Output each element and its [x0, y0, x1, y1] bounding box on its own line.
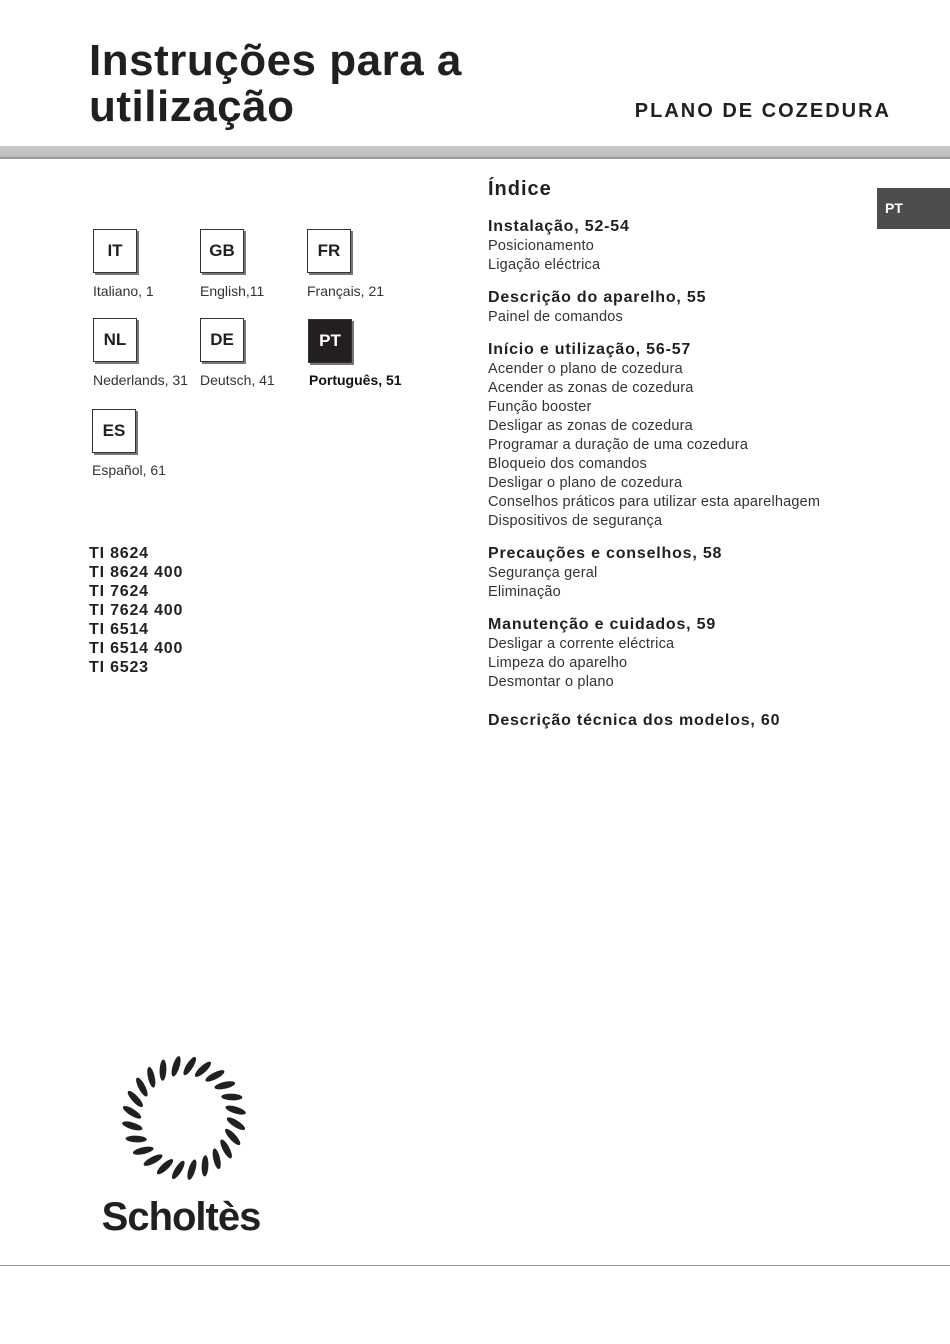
lang-label-nl: Nederlands, 31 — [93, 372, 188, 388]
footer-divider — [0, 1265, 950, 1266]
lang-box-de: DE — [200, 318, 244, 362]
toc-section-title: Manutenção e cuidados, 59 — [488, 616, 717, 633]
toc-section-installation — [488, 217, 888, 275]
toc-section-title: Início e utilização, 56-57 — [488, 341, 692, 358]
toc-item: Conselhos práticos para utilizar esta aparelhagem — [488, 494, 821, 510]
document-title — [89, 38, 462, 130]
model-item: TI 7624 — [89, 583, 149, 600]
sun-ray — [134, 1075, 149, 1099]
toc-section-start-use — [488, 340, 888, 531]
sun-ray — [170, 1056, 183, 1077]
toc-item: Desligar o plano de cozedura — [488, 475, 683, 491]
lang-label-pt: Português, 51 — [309, 372, 402, 388]
toc-section-technical — [488, 711, 888, 731]
lang-label-de: Deutsch, 41 — [200, 372, 275, 388]
model-item: TI 6523 — [89, 659, 149, 676]
toc-item: Limpeza do aparelho — [488, 655, 628, 671]
toc-item: Posicionamento — [488, 238, 594, 254]
toc-section-precautions — [488, 544, 888, 602]
lang-box-it: IT — [93, 229, 137, 273]
sun-ray — [125, 1136, 148, 1143]
toc-item: Desmontar o plano — [488, 674, 614, 690]
brand-logo — [89, 1050, 273, 1240]
toc-item: Dispositivos de segurança — [488, 513, 663, 529]
brand-name: Scholtès — [101, 1195, 261, 1239]
model-item: TI 6514 400 — [89, 640, 184, 657]
toc-item: Desligar as zonas de cozedura — [488, 418, 693, 434]
lang-box-gb: GB — [200, 229, 244, 273]
sun-ray — [122, 1120, 143, 1133]
sun-ray — [141, 1152, 165, 1167]
sun-ray — [225, 1104, 246, 1117]
lang-box-pt: PT — [308, 319, 352, 363]
lang-label-es: Español, 61 — [92, 462, 166, 478]
toc-item: Eliminação — [488, 584, 561, 600]
sun-ray — [186, 1159, 199, 1180]
toc-item: Acender as zonas de cozedura — [488, 380, 694, 396]
sun-ray — [211, 1147, 222, 1171]
lang-box-nl: NL — [93, 318, 137, 362]
title-line-1: Instruções para a — [89, 36, 462, 85]
lang-label-fr: Français, 21 — [307, 283, 385, 299]
model-list — [89, 544, 183, 677]
sun-ray — [202, 1154, 209, 1177]
sun-ray — [220, 1094, 243, 1101]
toc-item: Bloqueio dos comandos — [488, 456, 647, 472]
model-item: TI 7624 400 — [89, 602, 184, 619]
lang-label-it: Italiano, 1 — [93, 283, 154, 299]
lang-box-fr: FR — [307, 229, 351, 273]
header-divider — [0, 146, 950, 159]
toc-item: Painel de comandos — [488, 309, 623, 325]
toc-title: Índice — [488, 178, 552, 200]
toc-item: Programar a duração de uma cozedura — [488, 437, 749, 453]
document-subtitle: PLANO DE COZEDURA — [634, 100, 891, 122]
toc-item: Função booster — [488, 399, 592, 415]
sun-ray — [203, 1068, 227, 1083]
sun-ray — [218, 1137, 233, 1161]
toc-item: Ligação eléctrica — [488, 257, 601, 273]
lang-label-gb: English,11 — [200, 283, 265, 299]
toc-item: Segurança geral — [488, 565, 598, 581]
toc-section-title: Descrição do aparelho, 55 — [488, 289, 707, 306]
title-line-2: utilização — [89, 82, 295, 131]
toc-section-title: Precauções e conselhos, 58 — [488, 545, 723, 562]
toc-section-description — [488, 288, 888, 327]
lang-box-es: ES — [92, 409, 136, 453]
language-side-tab: PT — [877, 188, 950, 229]
model-item: TI 6514 — [89, 621, 149, 638]
sun-burst-icon — [89, 1050, 273, 1240]
sun-ray — [160, 1059, 167, 1082]
toc-item: Acender o plano de cozedura — [488, 361, 683, 377]
sun-ray — [131, 1145, 155, 1156]
model-item: TI 8624 400 — [89, 564, 184, 581]
sun-ray — [213, 1080, 237, 1091]
toc-section-title: Instalação, 52-54 — [488, 218, 630, 235]
table-of-contents — [488, 178, 888, 744]
sun-ray — [146, 1065, 157, 1089]
toc-section-maintenance — [488, 615, 888, 692]
toc-section-title: Descrição técnica dos modelos, 60 — [488, 712, 781, 729]
model-item: TI 8624 — [89, 545, 149, 562]
toc-item: Desligar a corrente eléctrica — [488, 636, 675, 652]
